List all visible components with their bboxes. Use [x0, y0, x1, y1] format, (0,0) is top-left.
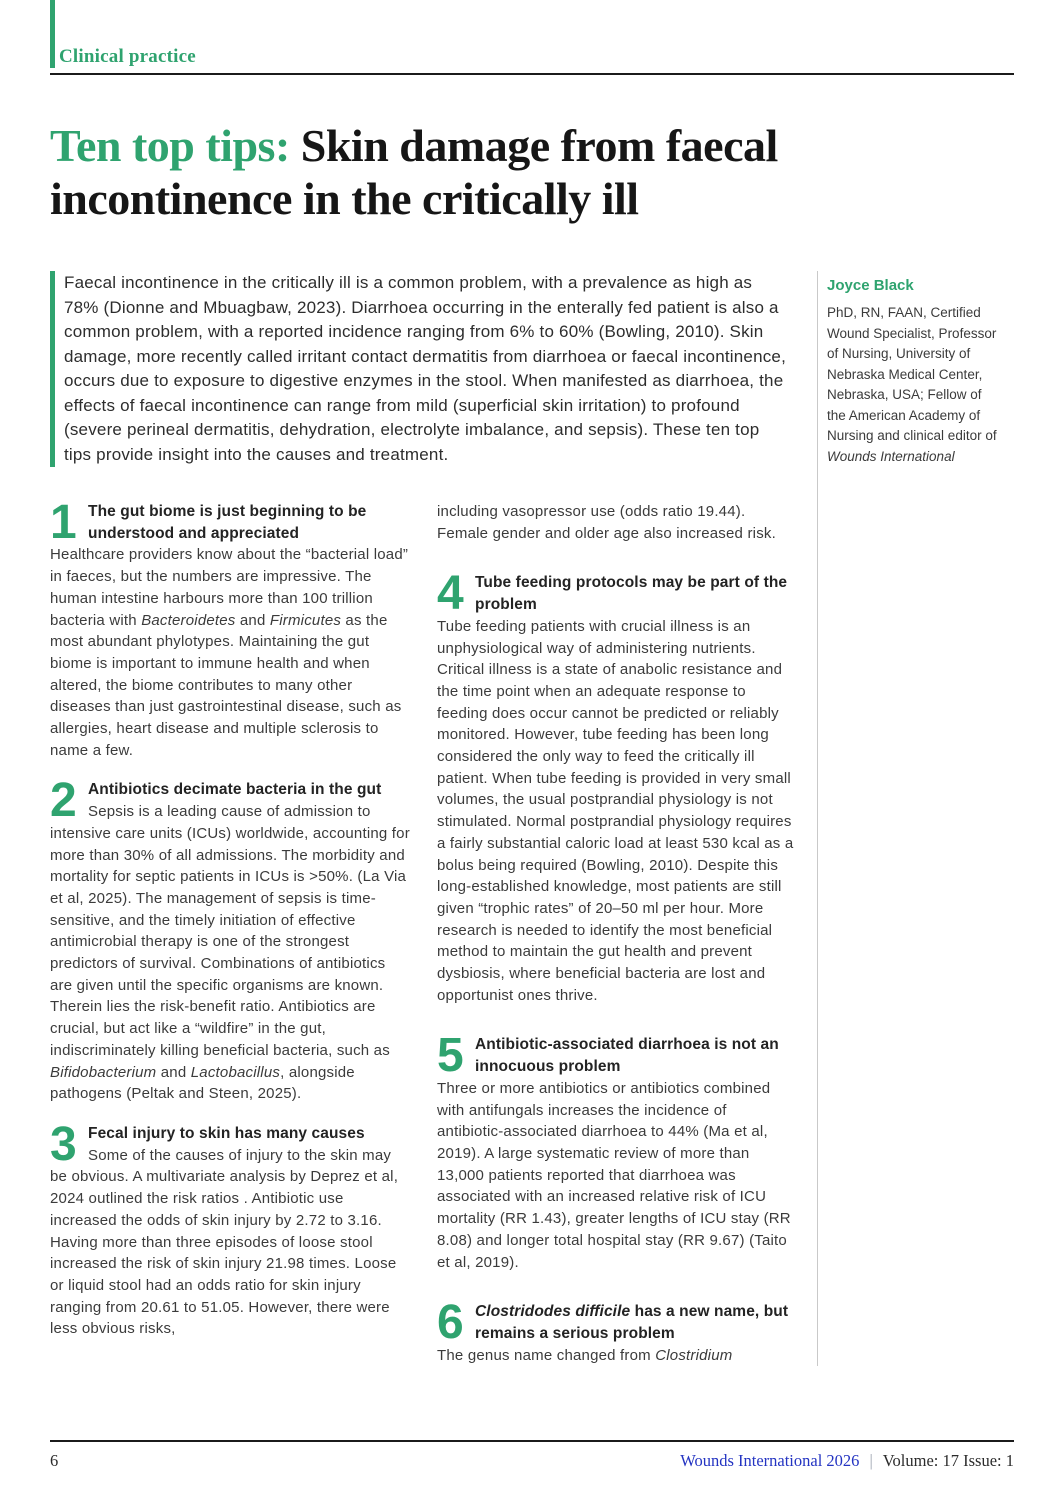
- tip-2-number: 2: [50, 774, 77, 828]
- tip-1-body: Healthcare providers know about the “bacterial load” in faeces, but the numbers are impressive. The human intestine harbours more than 100 trillion bacteria with Bacteroidetes and Firmicutes as the most abundant phylotypes. Maintaining the gut biome is important to immune health and when altered, the biome contributes to many other diseases than just gastrointestinal disease, such as allergies, heart disease and multiple sclerosis to name a few.: [50, 546, 409, 759]
- column-right: [437, 501, 797, 1366]
- main-area: [50, 271, 797, 1366]
- tip-1-heading: The gut biome is just beginning to be understood and appreciated: [88, 503, 367, 542]
- author-rail: [817, 271, 1014, 1366]
- tip-5-body: Three or more antibiotics or antibiotics combined with antifungals increases the incidence of antibiotic-associated diarrhoea to 44% (Ma et al, 2019). A large systematic review of more than 13,000 patients reported that diarrhoea was associated with an increased relative risk of ICU mortality (RR 1.43), greater lengths of ICU stay (RR 8.08) and longer total hospital stay (RR 9.67) (Taito et al, 2019).: [437, 1079, 791, 1271]
- page-footer: [50, 1440, 1014, 1471]
- tip-6-heading: Clostridodes difficile has a new name, but remains a serious problem: [475, 1303, 789, 1342]
- tip-3-continuation: including vasopressor use (odds ratio 19.44). Female gender and older age also increased risk.: [437, 503, 776, 542]
- tip-6: [437, 1296, 797, 1366]
- tip-5-heading: Antibiotic-associated diarrhoea is not an innocuous problem: [475, 1036, 779, 1076]
- tip-4-body: Tube feeding patients with crucial illness is an unphysiological way of administering nutrients. Critical illness is a state of anabolic resistance and the time point when an adequate response to feeding does occur cannot be predicted or reliably monitored. However, tube feeding has been long considered the only way to feed the critically ill patient. When tube feeding is provided in very small volumes, the usual postprandial physiology is not stimulated. Normal postprandial physiology requires a fairly substantial caloric load at least 530 kcal as a bolus being required (Bowling, 2010). Despite this long-established knowledge, most patients are still given “trophic rates” of 20–50 ml per hour. More research is needed to identify the most beneficial method to maintain the gut health and prevent dysbiosis, where beneficial bacteria are lost and opportunist ones thrive.: [437, 617, 794, 1004]
- footer-separator: |: [869, 1451, 873, 1470]
- tip-3-number: 3: [50, 1117, 77, 1171]
- tip-3-heading: Fecal injury to skin has many causes: [88, 1124, 365, 1142]
- section-kicker: Clinical practice: [59, 46, 196, 67]
- page-title: [50, 119, 1000, 225]
- title-highlight: Ten top tips:: [50, 120, 301, 171]
- footer-page-number: 6: [50, 1451, 59, 1470]
- tip-1: [50, 496, 410, 761]
- tip-5: [437, 1029, 797, 1273]
- abstract-block: [50, 271, 797, 467]
- tip-6-number: 6: [437, 1296, 464, 1350]
- tip-2-body: Sepsis is a leading cause of admission to intensive care units (ICUs) worldwide, accounting for more than 30% of all admissions. The morbidity and mortality for septic patients in ICUs is >50%. (La Via et al, 2025). The management of sepsis is time-sensitive, and the timely initiation of effective antimicrobial therapy is one of the strongest predictors of survival. Combinations of antibiotics are given until the specific organisms are known. Therein lies the risk-benefit ratio. Antibiotics are crucial, but act like a “wildfire” in the gut, indiscriminately killing beneficial bacteria, such as Bifidobacterium and Lactobacillus, alongside pathogens (Peltak and Steen, 2025).: [50, 803, 410, 1103]
- title-rest: Skin damage from faecal incontinence in the critically ill: [50, 120, 778, 224]
- header-rule: [50, 73, 1014, 75]
- content-row: [50, 271, 1014, 1366]
- kicker-accent-bar: [50, 0, 55, 68]
- column-left: [50, 496, 410, 1366]
- tip-2: [50, 774, 410, 1105]
- author-bio: PhD, RN, FAAN, Certified Wound Specialist, Professor of Nursing, University of Nebraska Medical Center, Nebraska, USA; Fellow of the American Academy of Nursing and clinical editor of Wounds International: [827, 305, 997, 464]
- tip-3: [50, 1117, 410, 1340]
- author-name: Joyce Black: [827, 277, 914, 294]
- body-columns: [50, 496, 797, 1366]
- tip-2-heading: Antibiotics decimate bacteria in the gut: [88, 781, 382, 799]
- tip-3-body: Some of the causes of injury to the skin may be obvious. A multivariate analysis by Deprez et al, 2024 outlined the risk ratios . Antibiotic use increased the odds of skin injury by 2.72 to 3.16. Having more than three episodes of loose stool increased the risk of skin injury 21.98 times. Loose or liquid stool had an odds ratio for skin injury ranging from 20.61 to 51.05. However, there were less obvious risks,: [50, 1146, 399, 1338]
- tip-4-heading: Tube feeding protocols may be part of the problem: [475, 574, 788, 614]
- tip-4: [437, 567, 797, 1006]
- abstract-text: Faecal incontinence in the critically ill is a common problem, with a prevalence as high as 78% (Dionne and Mbuagbaw, 2023). Diarrhoea occurring in the enterally fed patient is also a common problem, with a reported incidence ranging from 6% to 60% (Bowling, 2010). Skin damage, more recently called irritant contact dermatitis from diarrhoea or faecal incontinence, occurs due to exposure to digestive enzymes in the stool. When manifested as diarrhoea, the effects of faecal incontinence can range from mild (superficial skin irritation) to profound (severe perineal dermatitis, dehydration, electrolyte imbalance, and sepsis). These ten top tips provide insight into the causes and treatment.: [64, 273, 787, 464]
- tip-1-number: 1: [50, 496, 77, 549]
- tip-4-number: 4: [437, 567, 464, 621]
- footer-journal-group: [680, 1451, 1014, 1471]
- tip-6-body: The genus name changed from Clostridium: [437, 1346, 733, 1364]
- footer-issue: Volume: 17 Issue: 1: [882, 1451, 1014, 1470]
- footer-journal-name[interactable]: Wounds International 2026: [680, 1451, 860, 1470]
- tip-5-number: 5: [437, 1029, 464, 1083]
